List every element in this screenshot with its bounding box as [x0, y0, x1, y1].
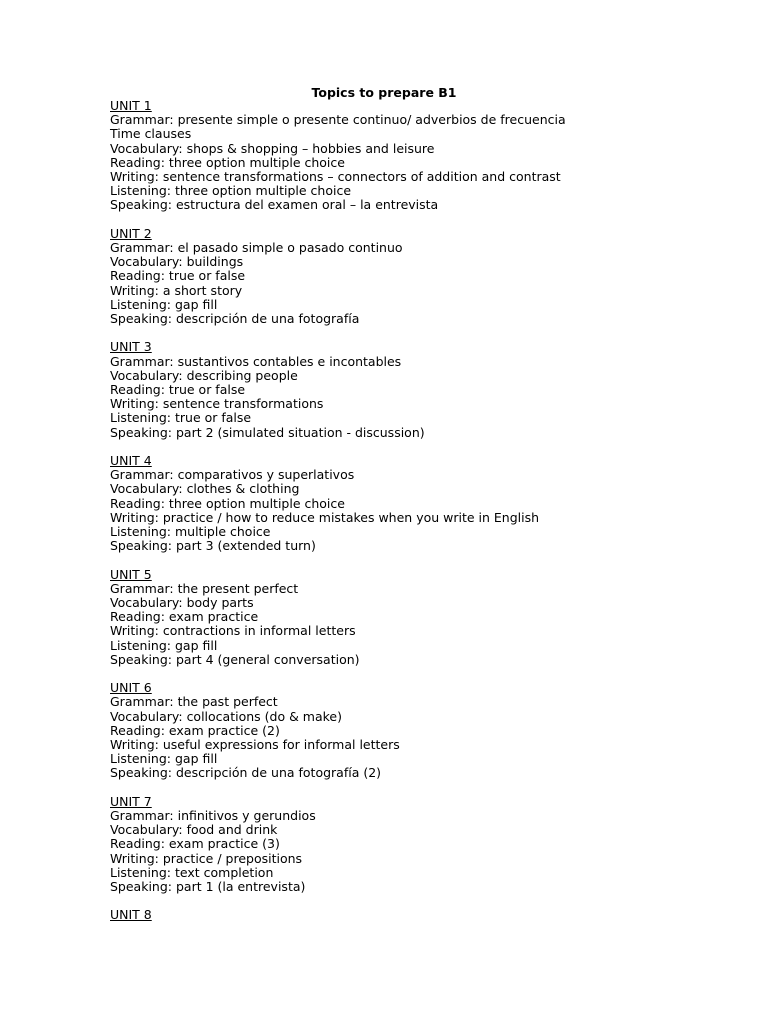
topic-line: Writing: sentence transformations — [110, 396, 324, 412]
topic-line: Vocabulary: buildings — [110, 254, 244, 270]
topic-line: Grammar: the past perfect — [110, 694, 278, 710]
topic-line: Vocabulary: clothes & clothing — [110, 481, 300, 497]
topic-line: Listening: gap fill — [110, 637, 218, 653]
topic-line: Writing: practice / how to reduce mistakes when you write in English — [110, 509, 540, 525]
topic-line: Grammar: the present perfect — [110, 580, 299, 596]
unit-heading: UNIT 1 — [110, 98, 152, 113]
unit-section — [110, 454, 670, 553]
units-container — [110, 99, 670, 923]
unit-heading: UNIT 2 — [110, 225, 152, 241]
topic-line: Speaking: descripción de una fotografía (2) — [110, 765, 382, 781]
unit-section — [110, 795, 670, 894]
unit-section — [110, 340, 670, 439]
topic-line: Vocabulary: shops & shopping – hobbies and leisure — [110, 140, 435, 156]
topic-line: Grammar: infinitivos y gerundios — [110, 808, 316, 824]
topic-line: Grammar: sustantivos contables e incontables — [110, 353, 402, 369]
topic-line: Time clauses — [110, 126, 192, 142]
topic-line: Listening: multiple choice — [110, 524, 271, 540]
topic-line: Speaking: estructura del examen oral – la entrevista — [110, 197, 439, 213]
topic-line: Reading: three option multiple choice — [110, 495, 345, 511]
topic-line: Speaking: part 3 (extended turn) — [110, 538, 316, 554]
topic-line: Listening: text completion — [110, 864, 274, 880]
unit-section — [110, 227, 670, 326]
unit-section — [110, 99, 670, 213]
topic-line: Listening: gap fill — [110, 296, 218, 312]
topic-line: Speaking: part 1 (la entrevista) — [110, 879, 306, 895]
topic-line: Writing: sentence transformations – connectors of addition and contrast — [110, 169, 561, 185]
unit-heading: UNIT 6 — [110, 680, 152, 696]
unit-heading: UNIT 7 — [110, 793, 152, 809]
unit-section — [110, 568, 670, 667]
topic-line: Reading: exam practice — [110, 609, 259, 625]
topic-line: Vocabulary: collocations (do & make) — [110, 708, 342, 724]
topic-line: Reading: exam practice (2) — [110, 722, 280, 738]
topic-line: Vocabulary: body parts — [110, 595, 254, 611]
topic-line: Listening: three option multiple choice — [110, 183, 352, 199]
topic-line: Reading: exam practice (3) — [110, 836, 280, 852]
document-title: Topics to prepare B1 — [311, 85, 457, 100]
topic-line: Writing: useful expressions for informal letters — [110, 737, 400, 753]
topic-line: Grammar: presente simple o presente continuo/ adverbios de frecuencia — [110, 112, 566, 128]
unit-section — [110, 908, 670, 922]
topic-line: Listening: true or false — [110, 410, 252, 426]
topic-line: Grammar: comparativos y superlativos — [110, 467, 355, 483]
unit-heading: UNIT 4 — [110, 453, 152, 469]
topic-line: Reading: true or false — [110, 268, 246, 284]
unit-heading: UNIT 5 — [110, 566, 152, 582]
topic-line: Reading: three option multiple choice — [110, 154, 345, 170]
topic-line: Writing: practice / prepositions — [110, 850, 303, 866]
topic-line: Listening: gap fill — [110, 751, 218, 767]
topic-line: Writing: contractions in informal letters — [110, 623, 356, 639]
topic-line: Vocabulary: food and drink — [110, 822, 278, 838]
topic-line: Speaking: part 4 (general conversation) — [110, 651, 360, 667]
topic-line: Grammar: el pasado simple o pasado continuo — [110, 240, 403, 256]
topic-line: Speaking: part 2 (simulated situation - discussion) — [110, 424, 425, 440]
topic-line: Reading: true or false — [110, 382, 246, 398]
unit-heading: UNIT 3 — [110, 339, 152, 355]
topic-line: Speaking: descripción de una fotografía — [110, 311, 360, 327]
unit-heading: UNIT 8 — [110, 907, 152, 923]
topic-line: Vocabulary: describing people — [110, 367, 298, 383]
document-page — [110, 84, 670, 937]
topic-line: Writing: a short story — [110, 282, 243, 298]
unit-section — [110, 681, 670, 780]
